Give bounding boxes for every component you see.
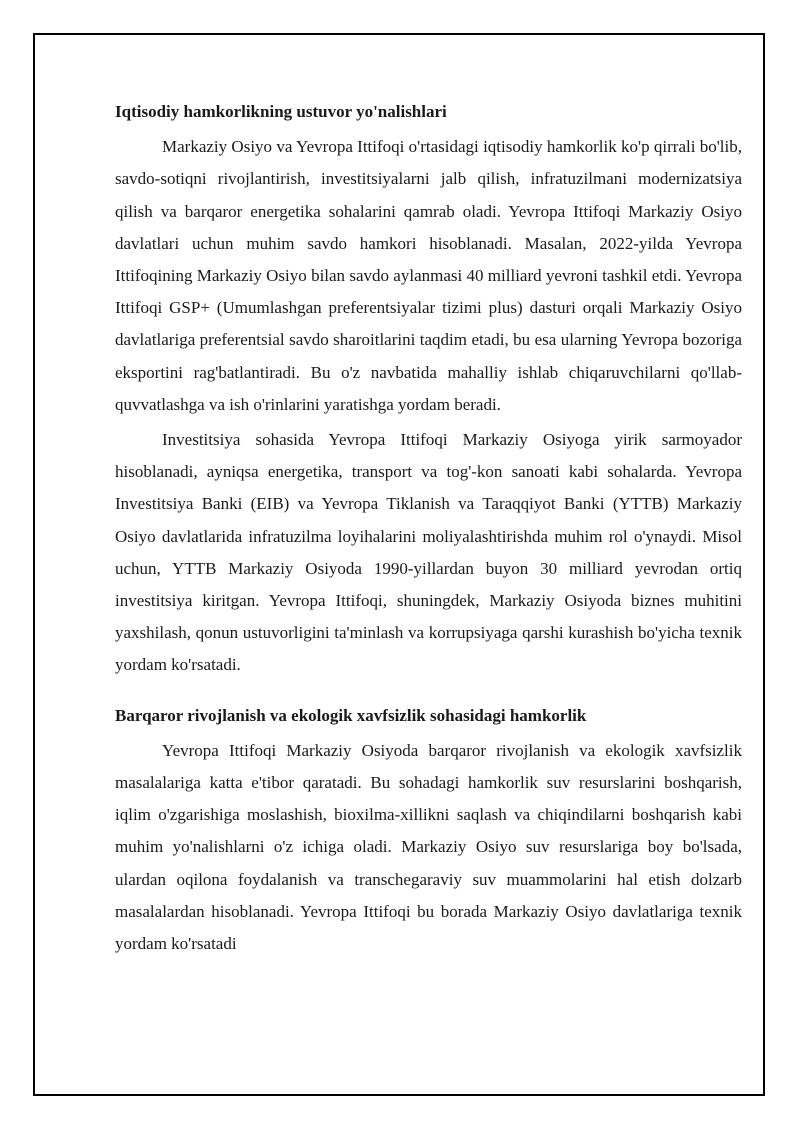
paragraph-investment: Investitsiya sohasida Yevropa Ittifoqi Markaziy Osiyoga yirik sarmoyador hisoblanadi, ayniqsa energetika, transport va tog'-kon sanoati kabi sohalarda. Yevropa Investitsiya Banki (EIB) va Yevropa Tiklanish va Taraqqiyot Banki (YTTB) Markaziy Osiyo davlatlarida infratuzilma loyihalarini moliyalashtirishda muhim rol o'ynaydi. Misol uchun, YTTB Markaziy Osiyoda 1990-yillardan buyon 30 milliard yevrodan ortiq investitsiya kiritgan. Yevropa Ittifoqi, shuningdek, Markaziy Osiyoda biznes muhitini yaxshilash, qonun ustuvorligini ta'minlash va korrupsiyaga qarshi kurashish bo'yicha texnik yordam ko'rsatadi. <box>115 430 742 675</box>
section-heading-sustainable: Barqaror rivojlanish va ekologik xavfsizlik sohasidagi hamkorlik <box>115 705 587 725</box>
document-body <box>115 96 742 960</box>
paragraph-economic-cooperation: Markaziy Osiyo va Yevropa Ittifoqi o'rtasidagi iqtisodiy hamkorlik ko'p qirrali bo'lib, savdo-sotiqni rivojlantirish, investitsiyalarni jalb qilish, infratuzilmani modernizatsiya qilish va barqaror energetika sohalarini qamrab oladi. Yevropa Ittifoqi Markaziy Osiyo davlatlari uchun muhim savdo hamkori hisoblanadi. Masalan, 2022-yilda Yevropa Ittifoqining Markaziy Osiyo bilan savdo aylanmasi 40 milliard yevroni tashkil etdi. Yevropa Ittifoqi GSP+ (Umumlashgan preferentsiyalar tizimi plus) dasturi orqali Markaziy Osiyo davlatlariga preferentsial savdo sharoitlarini taqdim etadi, bu esa ularning Yevropa bozoriga eksportini rag'batlantiradi. Bu o'z navbatida mahalliy ishlab chiqaruvchilarni qo'llab-quvvatlashga va ish o'rinlarini yaratishga yordam beradi. <box>115 137 742 414</box>
section-heading-economic: Iqtisodiy hamkorlikning ustuvor yo'nalishlari <box>115 102 447 121</box>
paragraph-sustainable-development: Yevropa Ittifoqi Markaziy Osiyoda barqaror rivojlanish va ekologik xavfsizlik masalalariga katta e'tibor qaratadi. Bu sohadagi hamkorlik suv resurslarini boshqarish, iqlim o'zgarishiga moslashish, bioxilma-xillikni saqlash va chiqindilarni boshqarish kabi muhim yo'nalishlarni o'z ichiga oladi. Markaziy Osiyo suv resurslariga boy bo'lsada, ulardan oqilona foydalanish va transchegaraviy suv muammolarini hal etish dolzarb masalalardan hisoblanadi. Yevropa Ittifoqi bu borada Markaziy Osiyo davlatlariga texnik yordam ko'rsatadi <box>115 740 742 954</box>
